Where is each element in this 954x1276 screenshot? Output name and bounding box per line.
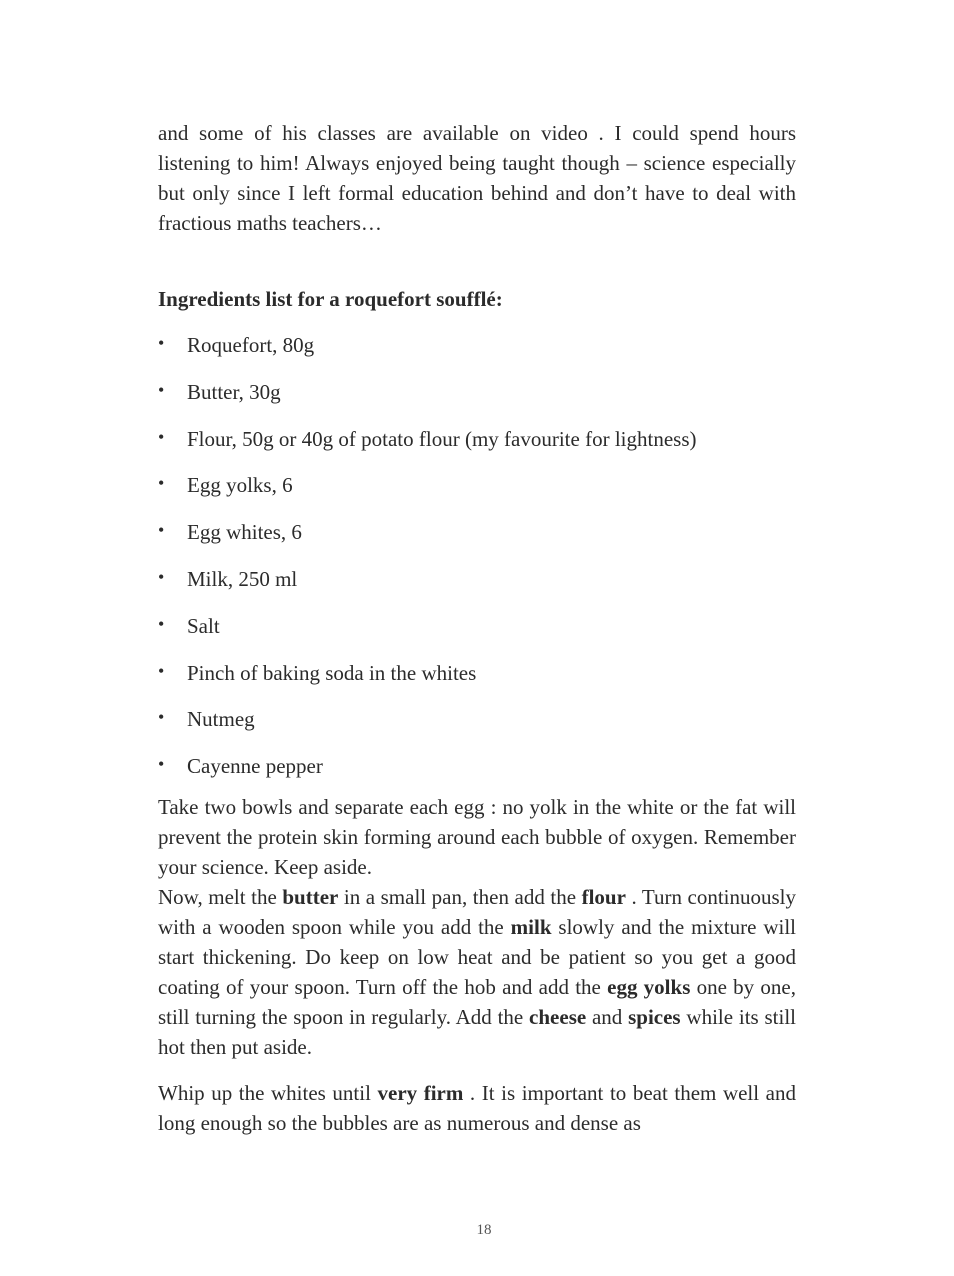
- list-item: [158, 517, 796, 547]
- method-text: slowly and the mixture will start thickening. Do keep on low heat and be patient so you get a good coating of your spoon. Turn off the hob and add the: [158, 914, 796, 999]
- method-text: Whip up the whites until: [158, 1080, 378, 1105]
- bold-term: butter: [282, 884, 339, 909]
- list-item: [158, 330, 796, 360]
- ingredient-text: Roquefort, 80g: [187, 333, 315, 357]
- bullet-icon: •: [158, 333, 165, 353]
- method-text: one by one, still turning the spoon in regularly. Add the: [158, 974, 796, 1029]
- bullet-icon: •: [158, 566, 165, 587]
- bullet-icon: •: [158, 520, 165, 541]
- list-item: [158, 704, 796, 734]
- method-text: . Turn continuously with a wooden spoon while you add the: [158, 884, 796, 939]
- method-paragraph-3: [158, 1078, 796, 1138]
- bullet-icon: •: [158, 754, 165, 775]
- ingredient-text: Nutmeg: [187, 707, 255, 732]
- bullet-icon: •: [158, 660, 165, 681]
- ingredient-text: Flour, 50g or 40g of potato flour (my favourite for lightness): [187, 426, 697, 451]
- bullet-icon: •: [158, 426, 165, 447]
- list-item: [158, 611, 796, 641]
- bold-term: cheese: [529, 1004, 587, 1029]
- ingredient-text: Salt: [187, 613, 220, 638]
- bold-term: milk: [510, 914, 552, 939]
- ingredient-text: Egg whites, 6: [187, 520, 302, 545]
- method-paragraph-1: Take two bowls and separate each egg : no yolk in the white or the fat will prevent the protein skin forming around each bubble of oxygen. Remember your science. Keep aside.: [158, 794, 796, 879]
- page-number: 18: [476, 1222, 492, 1238]
- ingredient-text: Butter, 30g: [187, 379, 281, 404]
- bullet-icon: •: [158, 473, 165, 494]
- bullet-icon: •: [158, 613, 165, 634]
- method-text: Now, melt the: [158, 884, 283, 909]
- list-item: [158, 470, 796, 500]
- bold-term: very firm: [377, 1080, 464, 1105]
- ingredient-text: Milk, 250 ml: [187, 566, 298, 591]
- method-text: while its still hot then put aside.: [158, 1004, 796, 1059]
- bold-term: egg yolks: [607, 974, 691, 999]
- ingredient-text: Pinch of baking soda in the whites: [187, 660, 477, 685]
- list-item: [158, 658, 796, 688]
- ingredient-text: Egg yolks, 6: [187, 473, 293, 498]
- method-text: and: [586, 1004, 629, 1029]
- ingredients-list: [158, 330, 796, 781]
- method-paragraph-2: [158, 882, 796, 1062]
- list-item: [158, 564, 796, 594]
- intro-paragraph: and some of his classes are available on video . I could spend hours listening to him! Always enjoyed being taught though – science especially but only since I left formal education behind and don’t have to deal with fractious maths teachers…: [158, 121, 796, 235]
- list-item: [158, 377, 796, 407]
- bold-term: flour: [581, 884, 626, 909]
- list-item: [158, 424, 796, 454]
- method-text: . It is important to beat them well and long enough so the bubbles are as numerous and dense as: [158, 1080, 796, 1135]
- method-text: in a small pan, then add the: [338, 884, 582, 909]
- ingredient-text: Cayenne pepper: [187, 754, 323, 779]
- list-item: [158, 751, 796, 781]
- bold-term: spices: [628, 1004, 681, 1029]
- page-content: [158, 118, 796, 1138]
- bullet-icon: •: [158, 707, 165, 728]
- bullet-icon: •: [158, 379, 165, 400]
- ingredients-heading: Ingredients list for a roquefort soufflé:: [158, 287, 503, 311]
